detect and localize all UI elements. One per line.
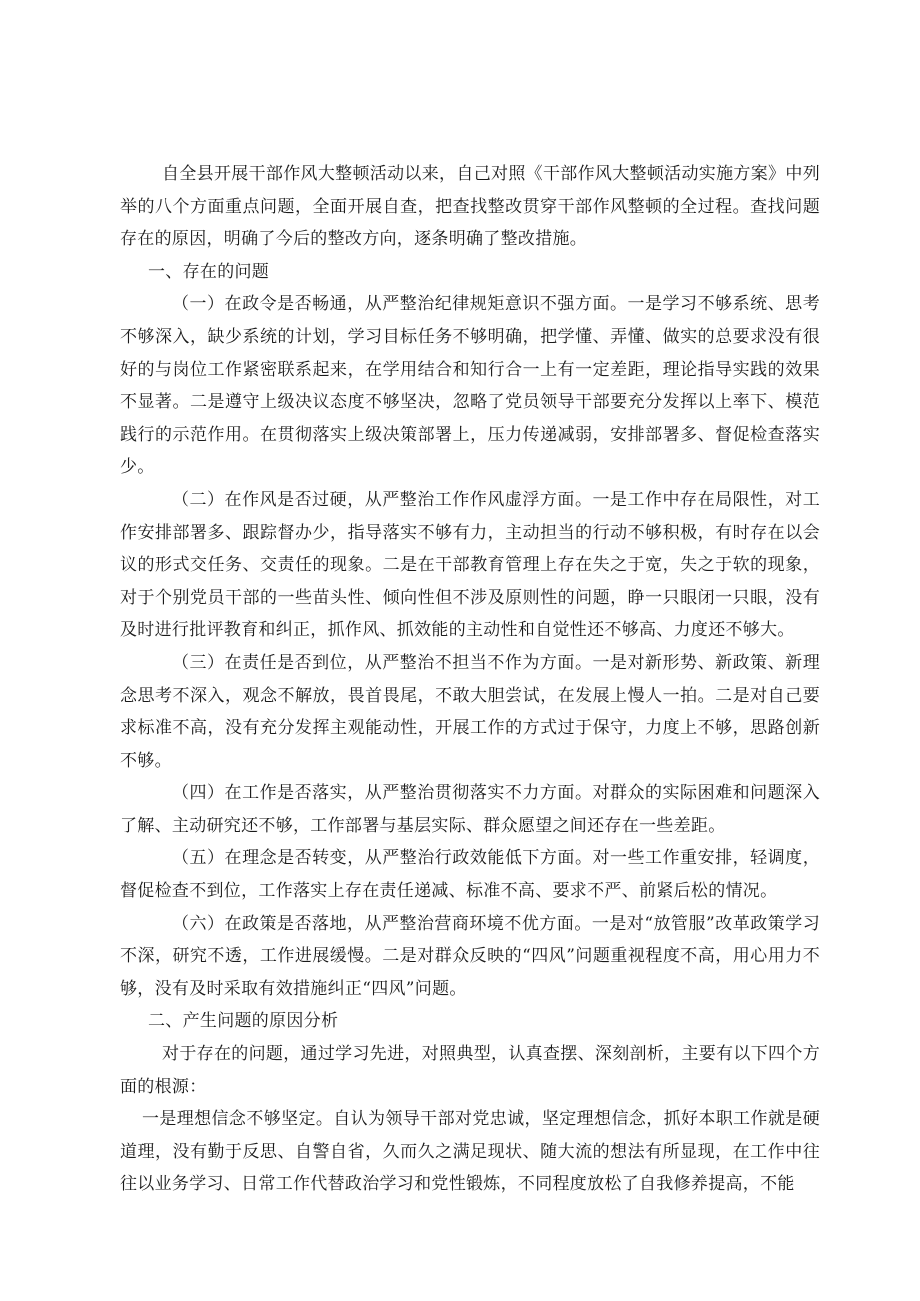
issue-paragraph-4: （四）在工作是否落实，从严整治贯彻落实不力方面。对群众的实际困难和问题深入了解、主动研究还不够，工作部署与基层实际、群众愿望之间还存在一些差距。 <box>120 783 820 836</box>
section-heading-causes: 二、产生问题的原因分析 <box>148 1011 339 1032</box>
issue-paragraph-1: （一）在政令是否畅通，从严整治纪律规矩意识不强方面。一是学习不够系统、思考不够深入，缺少系统的计划，学习目标任务不够明确，把学懂、弄懂、做实的总要求没有很好的与岗位工作紧密联系起来，在学用结合和知行合一上有一定差距，理论指导实践的效果不显著。二是遵守上级决议态度不够坚决，忽略了党员领导干部要充分发挥以上率下、模范践行的示范作用。在贯彻落实上级决策部署上，压力传递减弱，安排部署多、督促检查落实少。 <box>120 294 820 478</box>
issue-paragraph-3: （三）在责任是否到位，从严整治不担当不作为方面。一是对新形势、新政策、新理念思考不深入，观念不解放，畏首畏尾，不敢大胆尝试，在发展上慢人一拍。二是对自己要求标准不高，没有充分发挥主观能动性，开展工作的方式过于保守，力度上不够，思路创新不够。 <box>120 652 820 771</box>
issue-paragraph-2: （二）在作风是否过硬，从严整治工作作风虚浮方面。一是工作中存在局限性，对工作安排部署多、跟踪督办少，指导落实不够有力，主动担当的行动不够积极，有时存在以会议的形式交任务、交责任的现象。二是在干部教育管理上存在失之于宽，失之于软的现象，对于个别党员干部的一些苗头性、倾向性但不涉及原则性的问题，睁一只眼闭一只眼，没有及时进行批评教育和纠正，抓作风、抓效能的主动性和自觉性还不够高、力度还不够大。 <box>120 489 820 641</box>
section-heading-problems: 一、存在的问题 <box>148 261 270 282</box>
document-body <box>120 158 820 1201</box>
issue-paragraph-6: （六）在政策是否落地，从严整治营商环境不优方面。一是对“放管服”改革政策学习不深，研究不透，工作进展缓慢。二是对群众反映的“四风”问题重视程度不高，用心用力不够，没有及时采取有效措施纠正“四风”问题。 <box>120 913 820 999</box>
issue-paragraph-5: （五）在理念是否转变，从严整治行政效能低下方面。对一些工作重安排，轻调度，督促检查不到位，工作落实上存在责任递减、标准不高、要求不严、前紧后松的情况。 <box>120 848 820 902</box>
reason-paragraph-1: 一是理想信念不够坚定。自认为领导干部对党忠诚，坚定理想信念，抓好本职工作就是硬道理，没有勤于反思、自警自省，久而久之满足现状、随大流的想法有所显现，在工作中往往以业务学习、日常工作代替政治学习和党性锻炼，不同程度放松了自我修养提高，不能 <box>120 1109 820 1195</box>
analysis-intro-paragraph: 对于存在的问题，通过学习先进，对照典型，认真查摆、深刻剖析，主要有以下四个方面的根源： <box>120 1044 820 1097</box>
intro-paragraph: 自全县开展干部作风大整顿活动以来，自己对照《干部作风大整顿活动实施方案》中列举的八个方面重点问题，全面开展自查，把查找整改贯穿干部作风整顿的全过程。查找问题存在的原因，明确了今后的整改方向，逐条明确了整改措施。 <box>120 164 820 250</box>
